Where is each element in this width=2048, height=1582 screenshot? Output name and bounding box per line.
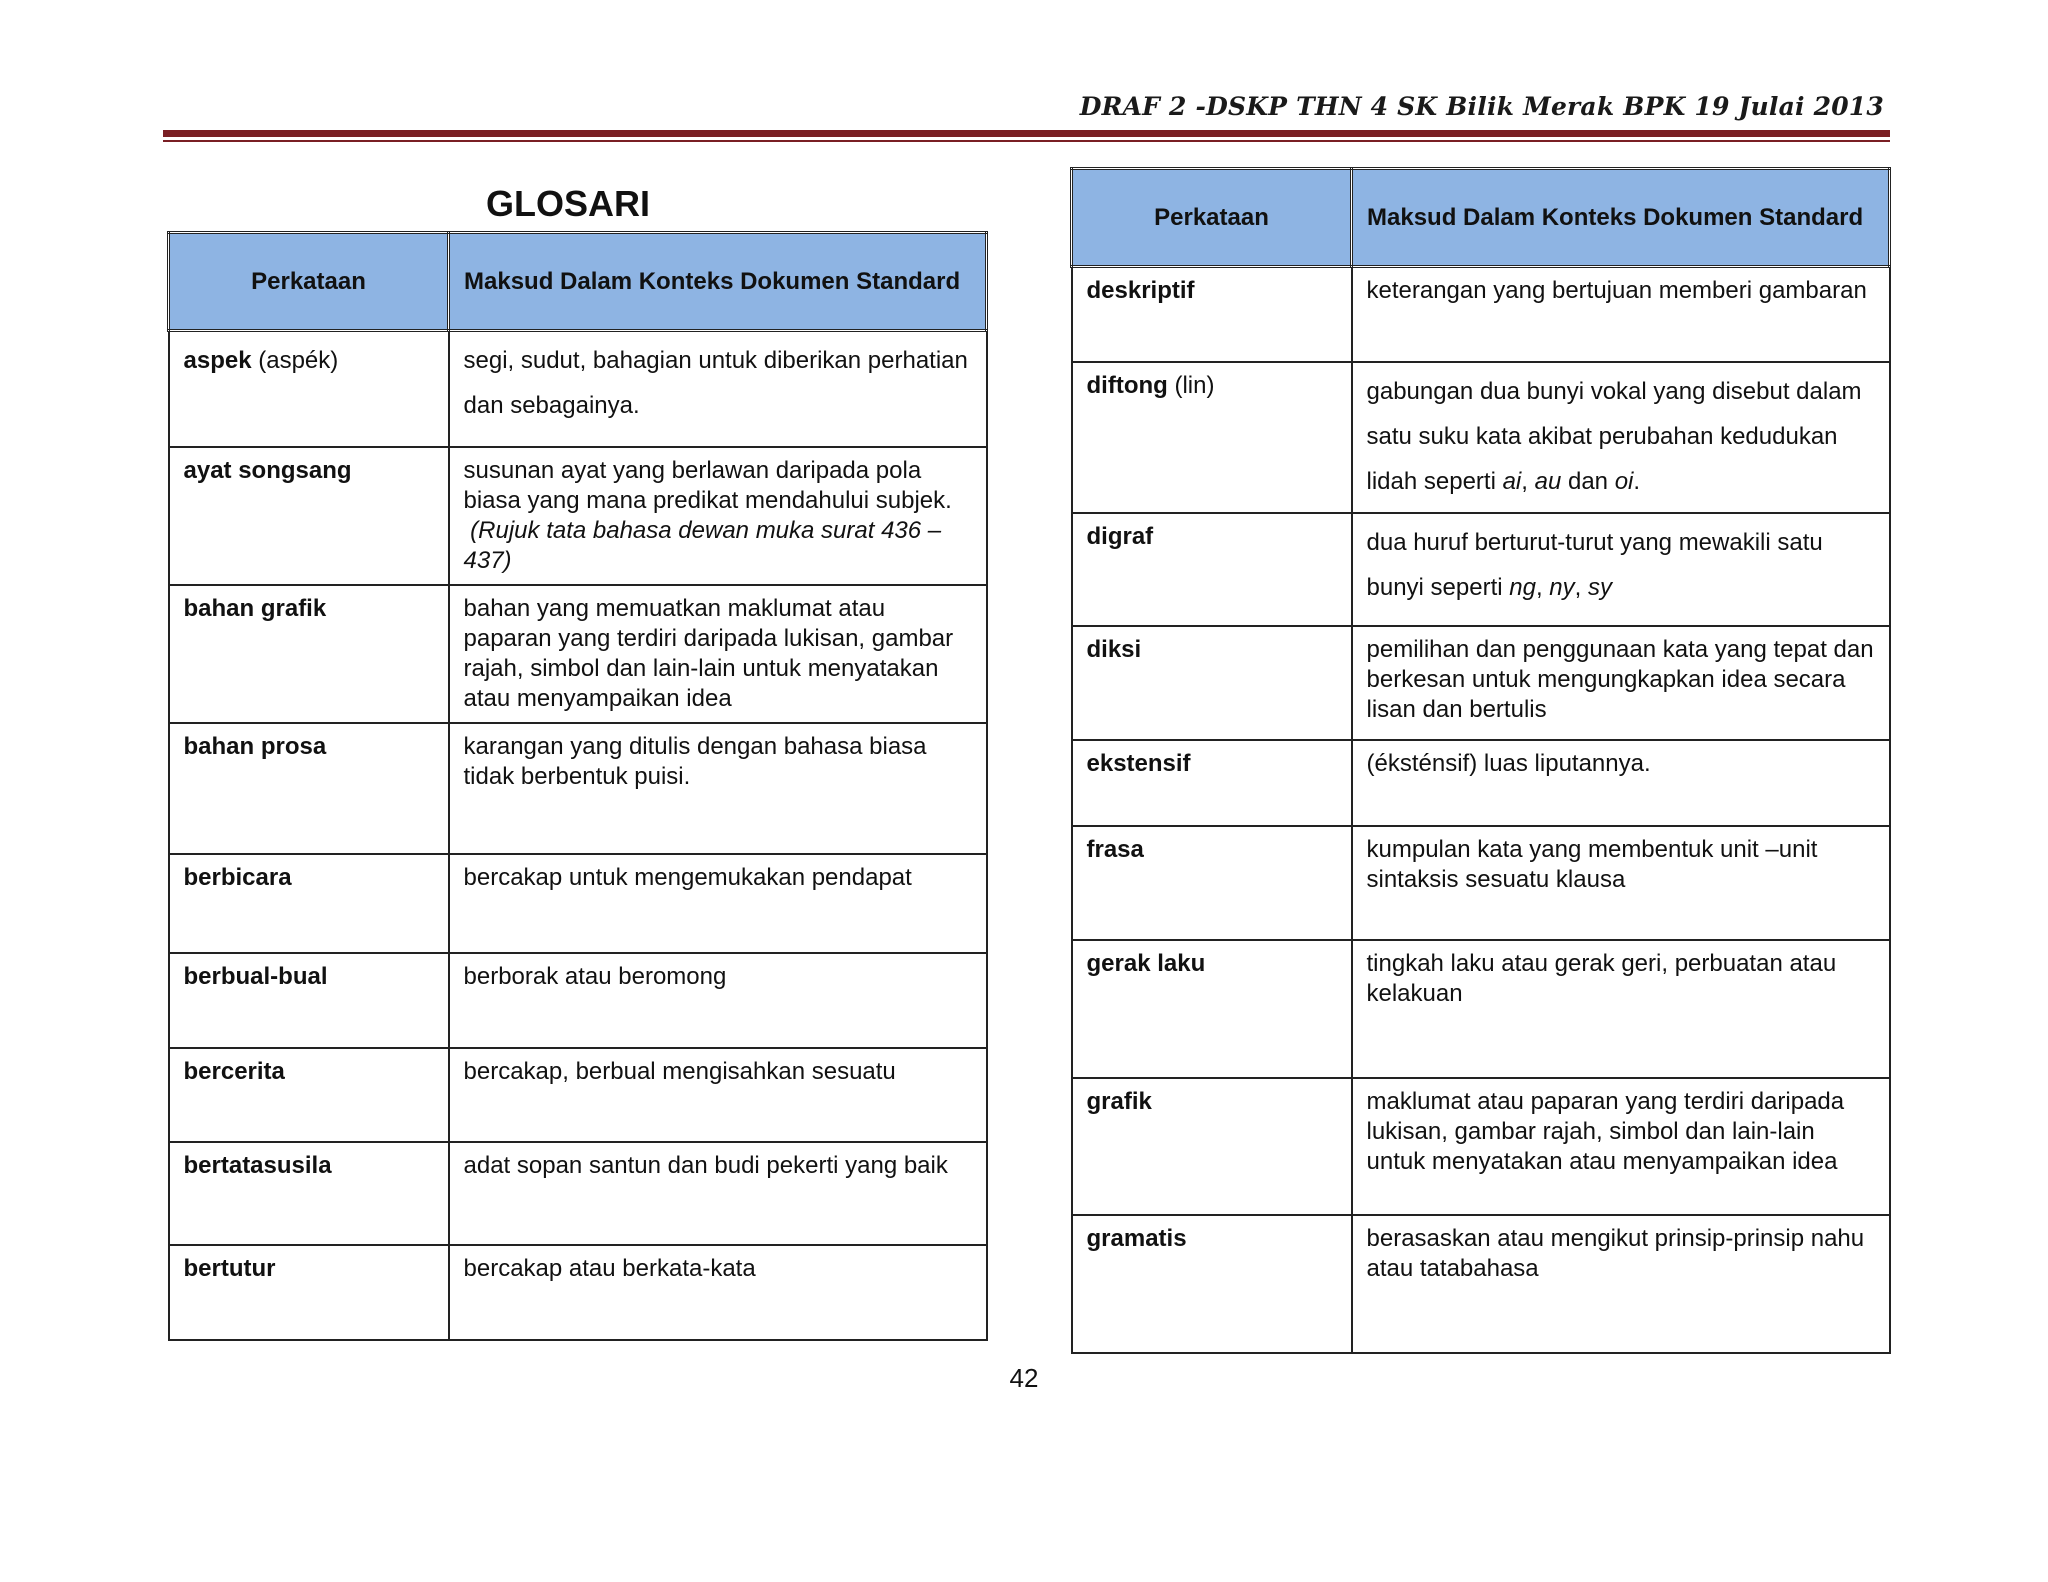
header-rule-thick bbox=[163, 130, 1890, 137]
term-cell bbox=[169, 1142, 449, 1245]
period: . bbox=[1633, 467, 1641, 495]
table-row bbox=[169, 854, 987, 953]
header-maksud: Maksud Dalam Konteks Dokumen Standard bbox=[1352, 169, 1890, 267]
term-word: bertatasusila bbox=[183, 1151, 332, 1179]
definition-cell: bercakap untuk mengemukakan pendapat bbox=[449, 854, 987, 953]
term-cell bbox=[1072, 626, 1352, 740]
term-word: gerak laku bbox=[1086, 949, 1206, 977]
definition-cell bbox=[1352, 513, 1890, 626]
definition-cell: bercakap atau berkata-kata bbox=[449, 1245, 987, 1340]
term-cell bbox=[1072, 1078, 1352, 1215]
term-word: grafik bbox=[1086, 1087, 1152, 1115]
table-row bbox=[1072, 1078, 1890, 1215]
term-cell bbox=[169, 585, 449, 723]
term-word: berbicara bbox=[183, 863, 292, 891]
header-rule-thin bbox=[163, 140, 1890, 142]
term-cell bbox=[1072, 826, 1352, 940]
table-row bbox=[1072, 267, 1890, 362]
definition-cell bbox=[449, 447, 987, 585]
term-pronunciation: (aspék) bbox=[251, 347, 339, 374]
term-word: ekstensif bbox=[1086, 749, 1191, 777]
table-row bbox=[1072, 626, 1890, 740]
separator: dan bbox=[1561, 467, 1615, 495]
term-word: bercerita bbox=[183, 1057, 285, 1085]
term-word: berbual-bual bbox=[183, 962, 328, 990]
term-cell bbox=[1072, 740, 1352, 826]
header-perkataan: Perkataan bbox=[169, 233, 449, 331]
table-row bbox=[1072, 362, 1890, 513]
definition-cell: segi, sudut, bahagian untuk diberikan perhatian dan sebagainya. bbox=[449, 331, 987, 447]
table-row bbox=[1072, 740, 1890, 826]
term-word: diksi bbox=[1086, 635, 1142, 663]
header-maksud: Maksud Dalam Konteks Dokumen Standard bbox=[449, 233, 987, 331]
example-ny: ny bbox=[1549, 573, 1575, 601]
definition-text: susunan ayat yang berlawan daripada pola biasa yang mana predikat mendahului subjek. bbox=[463, 456, 952, 514]
table-row bbox=[169, 1142, 987, 1245]
example-sy: sy bbox=[1588, 573, 1612, 601]
table-row bbox=[1072, 1215, 1890, 1353]
term-word: ayat songsang bbox=[183, 456, 352, 484]
term-pronunciation: (lin) bbox=[1167, 371, 1215, 399]
example-au: au bbox=[1534, 467, 1562, 495]
term-cell bbox=[1072, 513, 1352, 626]
table-header-row bbox=[169, 233, 987, 331]
term-word: bertutur bbox=[183, 1254, 276, 1282]
definition-cell: bahan yang memuatkan maklumat atau paparan yang terdiri daripada lukisan, gambar rajah, simbol dan lain-lain untuk menyatakan atau menyampaikan idea bbox=[449, 585, 987, 723]
term-cell bbox=[1072, 362, 1352, 513]
table-row bbox=[169, 953, 987, 1048]
term-cell bbox=[169, 1245, 449, 1340]
term-word: deskriptif bbox=[1086, 277, 1195, 304]
table-row bbox=[169, 331, 987, 447]
term-word: bahan prosa bbox=[183, 732, 327, 760]
separator: , bbox=[1574, 573, 1588, 601]
definition-text: gabungan dua bunyi vokal yang disebut dalam satu suku kata akibat perubahan kedudukan lidah seperti bbox=[1366, 377, 1862, 495]
term-word: aspek bbox=[183, 347, 252, 374]
table-row bbox=[1072, 513, 1890, 626]
term-word: gramatis bbox=[1086, 1224, 1187, 1252]
term-word: diftong bbox=[1086, 371, 1168, 399]
table-row bbox=[169, 447, 987, 585]
definition-note: (Rujuk tata bahasa dewan muka surat 436 – 437) bbox=[463, 516, 942, 574]
definition-cell: keterangan yang bertujuan memberi gambaran bbox=[1352, 267, 1890, 362]
definition-cell: karangan yang ditulis dengan bahasa biasa tidak berbentuk puisi. bbox=[449, 723, 987, 854]
table-row bbox=[169, 585, 987, 723]
definition-text: dua huruf berturut-turut yang mewakili satu bunyi seperti bbox=[1366, 528, 1823, 601]
glossary-title: GLOSARI bbox=[486, 183, 651, 224]
term-cell bbox=[169, 953, 449, 1048]
term-cell bbox=[1072, 1215, 1352, 1353]
term-cell bbox=[1072, 940, 1352, 1078]
example-ai: ai bbox=[1502, 467, 1522, 495]
glossary-table-left bbox=[167, 231, 988, 1341]
term-word: digraf bbox=[1086, 522, 1154, 550]
header-perkataan: Perkataan bbox=[1072, 169, 1352, 267]
document-header-title: DRAF 2 -DSKP THN 4 SK Bilik Merak BPK 19 Julai 2013 bbox=[1079, 92, 1884, 121]
term-cell bbox=[169, 854, 449, 953]
page-number: 42 bbox=[1009, 1363, 1039, 1393]
example-ng: ng bbox=[1509, 573, 1536, 601]
table-row bbox=[1072, 940, 1890, 1078]
definition-cell: adat sopan santun dan budi pekerti yang baik bbox=[449, 1142, 987, 1245]
definition-cell: berborak atau beromong bbox=[449, 953, 987, 1048]
separator: , bbox=[1535, 573, 1550, 601]
term-cell bbox=[1072, 267, 1352, 362]
table-row bbox=[1072, 826, 1890, 940]
table-row bbox=[169, 1245, 987, 1340]
definition-cell: (éksténsif) luas liputannya. bbox=[1352, 740, 1890, 826]
term-word: frasa bbox=[1086, 835, 1144, 863]
table-row bbox=[169, 1048, 987, 1142]
term-cell bbox=[169, 1048, 449, 1142]
term-word: bahan grafik bbox=[183, 594, 327, 622]
glossary-table-right bbox=[1070, 167, 1891, 1354]
definition-cell: berasaskan atau mengikut prinsip-prinsip nahu atau tatabahasa bbox=[1352, 1215, 1890, 1353]
term-cell bbox=[169, 331, 449, 447]
definition-cell bbox=[1352, 362, 1890, 513]
table-row bbox=[169, 723, 987, 854]
definition-cell: kumpulan kata yang membentuk unit –unit sintaksis sesuatu klausa bbox=[1352, 826, 1890, 940]
term-cell bbox=[169, 723, 449, 854]
definition-cell: tingkah laku atau gerak geri, perbuatan atau kelakuan bbox=[1352, 940, 1890, 1078]
term-cell bbox=[169, 447, 449, 585]
example-oi: oi bbox=[1614, 467, 1634, 495]
separator: , bbox=[1521, 467, 1535, 495]
definition-cell: maklumat atau paparan yang terdiri daripada lukisan, gambar rajah, simbol dan lain-lain untuk menyatakan atau menyampaikan idea bbox=[1352, 1078, 1890, 1215]
definition-cell: bercakap, berbual mengisahkan sesuatu bbox=[449, 1048, 987, 1142]
definition-cell: pemilihan dan penggunaan kata yang tepat dan berkesan untuk mengungkapkan idea secara lisan dan bertulis bbox=[1352, 626, 1890, 740]
table-header-row bbox=[1072, 169, 1890, 267]
